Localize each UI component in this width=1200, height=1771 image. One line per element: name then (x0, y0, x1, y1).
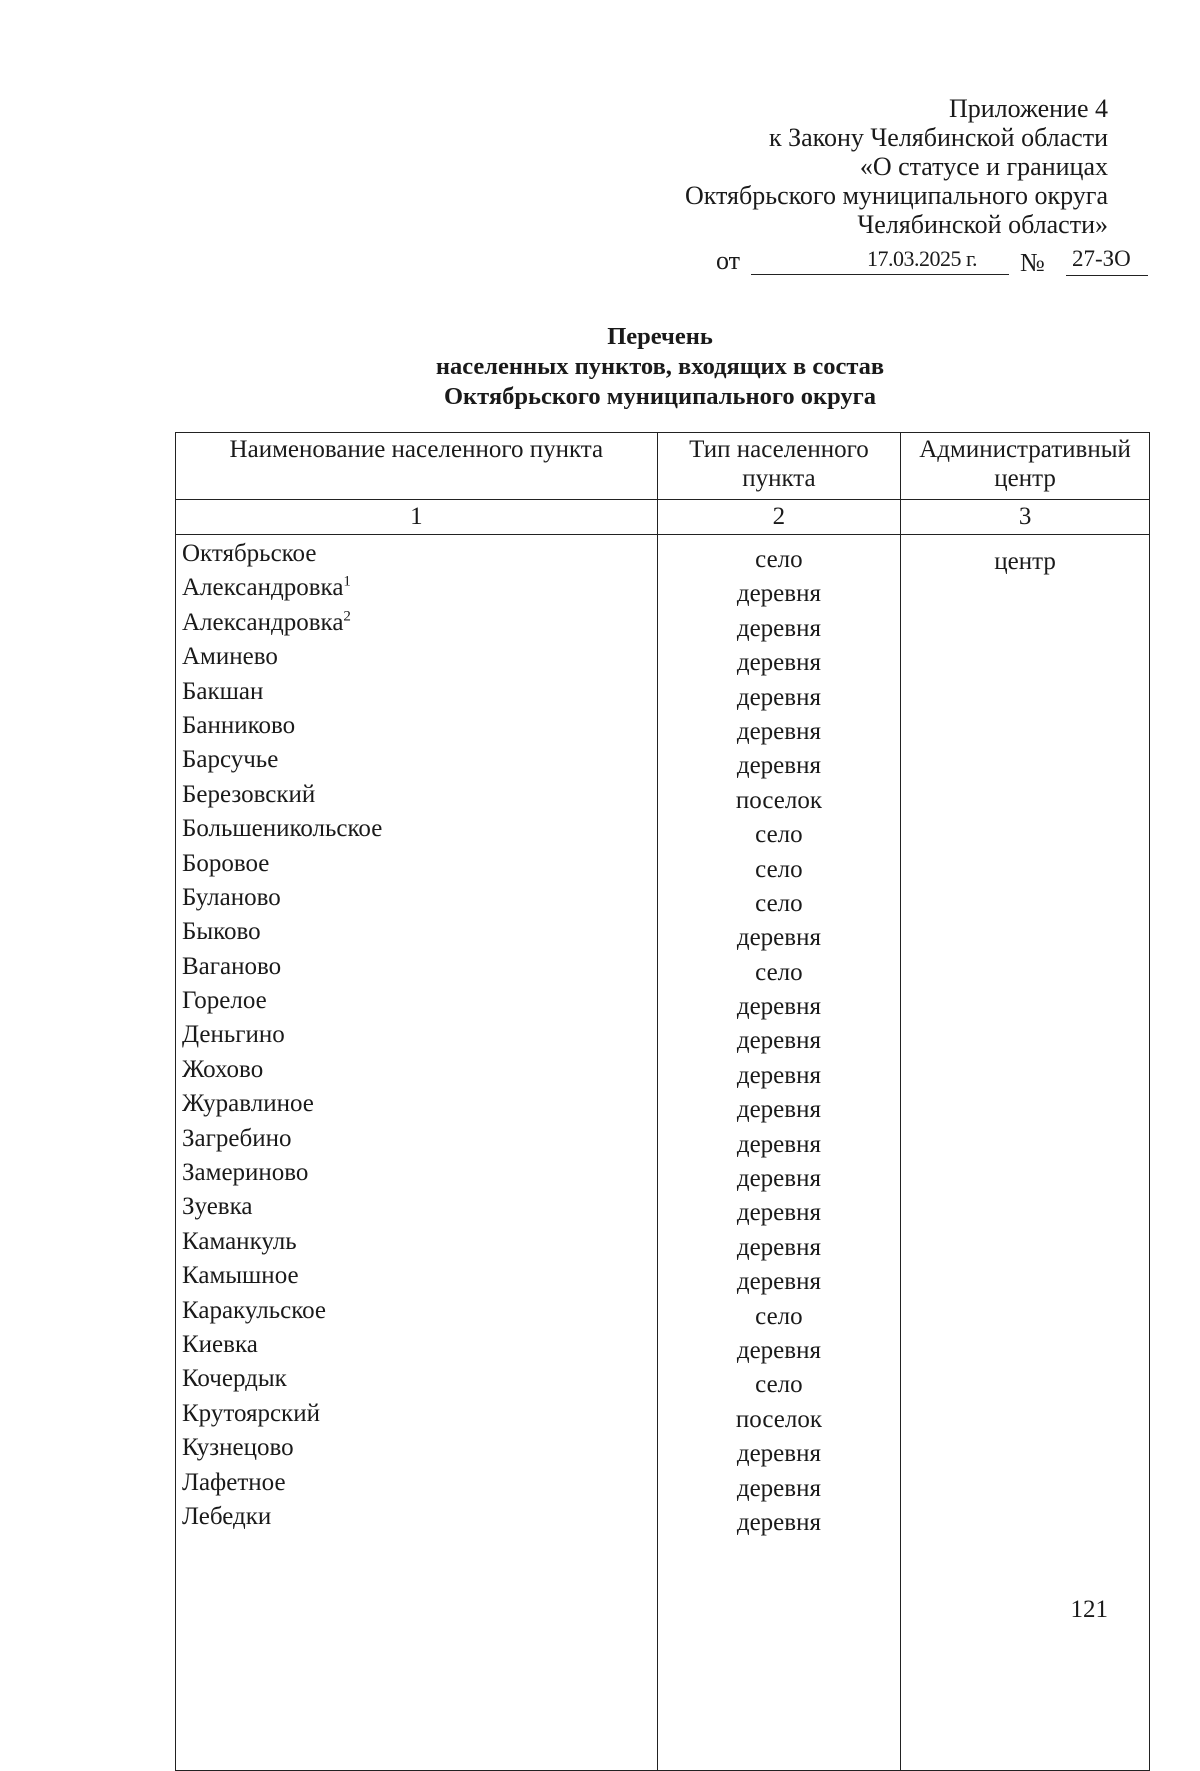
settlement-name-text: Банниково (182, 711, 296, 739)
admin-center (901, 834, 1149, 876)
settlement-type: деревня (736, 993, 821, 1021)
settlement-name-text: Ваганово (182, 952, 282, 980)
admin-center (901, 749, 1149, 791)
settlement-name (176, 1087, 657, 1121)
settlement-name-text: Барсучье (182, 746, 279, 774)
settlement-name (176, 778, 657, 812)
settlement-name-text: Александровка (182, 574, 344, 602)
settlement-types-list (658, 537, 900, 1534)
settlement-name (176, 1397, 657, 1431)
admin-center (901, 1724, 1149, 1766)
types-cell (657, 535, 900, 1771)
settlement-type: село (755, 855, 803, 883)
settlement-type: деревня (736, 1268, 821, 1296)
admin-center (901, 1258, 1149, 1300)
admin-center (901, 1427, 1149, 1469)
table-body-row (176, 535, 1150, 1771)
settlement-name-text: Жохово (182, 1055, 264, 1083)
settlements-table (175, 432, 1150, 1771)
settlement-name-text: Буланово (182, 883, 281, 911)
settlement-name (176, 1225, 657, 1259)
admin-center (901, 1639, 1149, 1681)
settlement-name-text: Кочердык (182, 1365, 287, 1393)
admin-center (901, 1215, 1149, 1257)
settlement-name (176, 1362, 657, 1396)
settlement-name (176, 984, 657, 1018)
admin-center (901, 876, 1149, 918)
date-field (751, 244, 1009, 275)
settlement-type: деревня (736, 1027, 821, 1055)
settlement-name-text: Деньгино (182, 1021, 285, 1049)
settlement-name-text: Загребино (182, 1124, 292, 1152)
settlement-name-text: Лебедки (182, 1502, 272, 1530)
settlement-name-text: Зуевка (182, 1193, 253, 1221)
appendix-header (685, 94, 1108, 239)
number-sign: № (1020, 248, 1045, 277)
settlement-type: деревня (736, 1130, 821, 1158)
settlement-name (176, 571, 657, 605)
header-line: Челябинской области» (857, 210, 1108, 239)
settlement-name-text: Каракульское (182, 1296, 326, 1324)
names-cell (176, 535, 658, 1771)
settlement-name-text: Горелое (182, 987, 267, 1015)
settlement-name-text: Каманкуль (182, 1227, 297, 1255)
admin-centers-list (901, 537, 1149, 1766)
settlement-type: деревня (736, 1336, 821, 1364)
settlement-name (176, 743, 657, 777)
settlement-name (176, 950, 657, 984)
admin-center (901, 1342, 1149, 1384)
admin-center (901, 1300, 1149, 1342)
admin-center (901, 791, 1149, 833)
settlement-type: деревня (736, 752, 821, 780)
settlement-name (176, 1294, 657, 1328)
admin-center (901, 1512, 1149, 1554)
footnote-marker: 1 (343, 574, 351, 591)
admin-center (901, 1597, 1149, 1639)
settlement-type: поселок (735, 1405, 822, 1433)
settlement-name (176, 1018, 657, 1052)
settlement-name (176, 1431, 657, 1465)
settlement-type: деревня (736, 924, 821, 952)
settlement-name-text: Замериново (182, 1159, 309, 1187)
column-header-name: Наименование населенного пункта (176, 433, 658, 500)
settlement-name (176, 1053, 657, 1087)
settlement-name (176, 847, 657, 881)
settlement-name (176, 1190, 657, 1224)
settlement-name (176, 709, 657, 743)
settlement-name-text: Крутоярский (182, 1399, 320, 1427)
law-date: 17.03.2025 г. (866, 246, 977, 271)
footnote-marker: 2 (343, 608, 351, 625)
settlement-type: деревня (736, 683, 821, 711)
column-number-row (176, 500, 1150, 535)
settlement-name-text: Аминево (182, 643, 278, 671)
settlement-name (176, 915, 657, 949)
column-header-type: Тип населенного пункта (657, 433, 900, 500)
settlement-type: село (755, 546, 803, 573)
settlement-type: деревня (736, 1440, 821, 1468)
header-line: к Закону Челябинской области (768, 123, 1108, 152)
document-title (0, 322, 1200, 412)
settlement-type: деревня (736, 1199, 821, 1227)
admin-center (901, 1046, 1149, 1088)
settlement-type: деревня (736, 1474, 821, 1502)
settlement-type: деревня (736, 717, 821, 745)
settlement-name (176, 1466, 657, 1500)
admin-center (901, 1554, 1149, 1596)
admin-center: центр (994, 548, 1056, 575)
settlement-type: село (755, 889, 803, 917)
settlement-type: деревня (736, 649, 821, 677)
centers-cell (901, 535, 1150, 1771)
settlement-name-text: Александровка (182, 608, 344, 636)
header-line: Октябрьского муниципального округа (684, 181, 1108, 210)
admin-center (901, 1088, 1149, 1130)
number-field (1066, 244, 1148, 276)
settlement-name-text: Кузнецово (182, 1434, 294, 1462)
settlement-name (176, 881, 657, 915)
page-number: 121 (1070, 1596, 1108, 1623)
settlement-name-text: Березовский (182, 780, 316, 808)
settlement-type: деревня (736, 614, 821, 642)
column-header-center: Административный центр (901, 433, 1150, 500)
admin-center (901, 1130, 1149, 1172)
settlement-names-list (176, 537, 657, 1534)
settlement-name (176, 1500, 657, 1534)
settlement-type: деревня (736, 1508, 821, 1536)
settlement-name-text: Лафетное (182, 1468, 286, 1496)
settlement-type: село (755, 958, 803, 986)
admin-center (901, 622, 1149, 664)
settlement-type: деревня (736, 580, 821, 608)
settlement-name (176, 606, 657, 640)
settlement-name-text: Боровое (182, 849, 270, 877)
admin-center (901, 707, 1149, 749)
admin-center (901, 1003, 1149, 1045)
settlement-name-text: Октябрьское (182, 540, 317, 567)
settlement-type: деревня (736, 1165, 821, 1193)
column-number: 3 (901, 500, 1150, 535)
settlement-name (176, 812, 657, 846)
settlement-name (176, 1156, 657, 1190)
settlement-type: деревня (736, 1061, 821, 1089)
admin-center (901, 1173, 1149, 1215)
title-line: Октябрьского муниципального округа (443, 383, 877, 410)
admin-center (901, 1682, 1149, 1724)
column-number: 2 (657, 500, 900, 535)
settlement-name (176, 1328, 657, 1362)
settlement-name (176, 675, 657, 709)
settlement-name-text: Киевка (182, 1330, 258, 1358)
date-prefix: от (716, 246, 741, 275)
settlement-name (176, 1259, 657, 1293)
settlement-type: поселок (735, 786, 822, 814)
settlement-name (176, 640, 657, 674)
admin-center (901, 1385, 1149, 1427)
settlement-name (176, 1122, 657, 1156)
admin-center (901, 1470, 1149, 1512)
settlement-type: село (755, 1371, 803, 1399)
header-line: «О статусе и границах (859, 152, 1108, 181)
header-line: Приложение 4 (948, 94, 1108, 123)
title-line: Перечень (607, 323, 713, 350)
title-line: населенных пунктов, входящих в состав (435, 353, 885, 380)
settlement-name-text: Быково (182, 918, 261, 946)
law-date-number-line (716, 244, 1131, 278)
admin-center (901, 919, 1149, 961)
table-header-row (176, 433, 1150, 500)
settlement-name-text: Камышное (182, 1262, 299, 1290)
column-number: 1 (176, 500, 658, 535)
law-number: 27-ЗО (1072, 246, 1131, 271)
settlement-type: село (755, 821, 803, 849)
admin-center (901, 664, 1149, 706)
settlement-name-text: Большеникольское (182, 815, 383, 843)
settlement-name-text: Бакшан (182, 677, 264, 705)
settlement-type: село (755, 1302, 803, 1330)
settlement-type: деревня (736, 1096, 821, 1124)
settlement-type: деревня (736, 1233, 821, 1261)
settlement-name (176, 537, 657, 571)
admin-center (901, 579, 1149, 621)
admin-center (901, 961, 1149, 1003)
settlement-name-text: Журавлиное (182, 1090, 314, 1118)
